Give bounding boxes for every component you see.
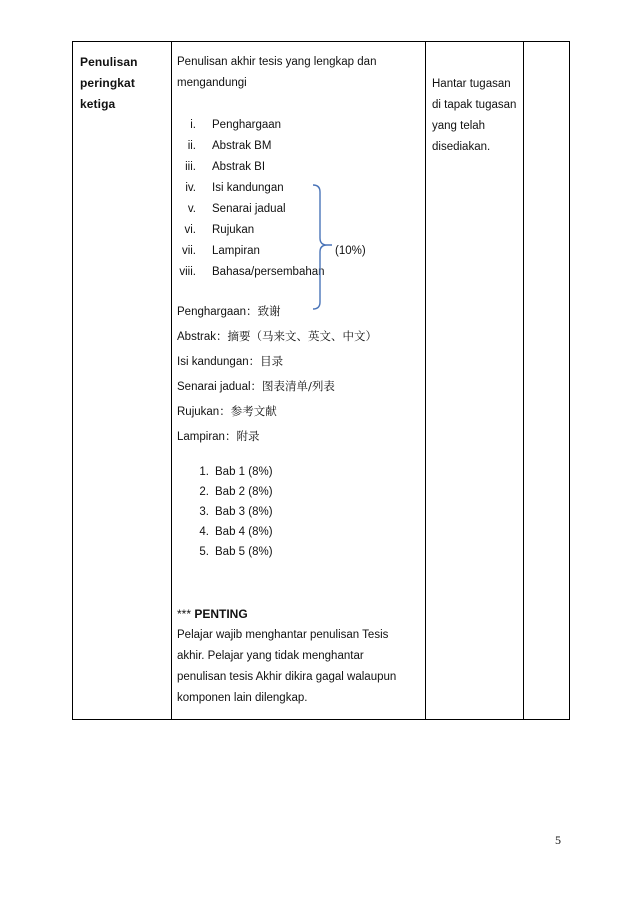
chapter-list bbox=[177, 462, 422, 562]
item-text: Bab 5 (8%) bbox=[215, 546, 273, 558]
item-text: Bab 4 (8%) bbox=[215, 526, 273, 538]
item-text: Abstrak BM bbox=[212, 140, 272, 152]
roman-list bbox=[177, 115, 422, 283]
term: Senarai jadual： bbox=[177, 381, 263, 393]
stage-line: ketiga bbox=[80, 97, 116, 111]
translation-row bbox=[177, 374, 422, 399]
term: Penghargaan： bbox=[177, 306, 258, 318]
intro-line: mengandungi bbox=[177, 77, 247, 89]
term-translation: 致谢 bbox=[257, 304, 281, 318]
term: Lampiran： bbox=[177, 431, 237, 443]
important-line: komponen lain dilengkap. bbox=[177, 692, 308, 704]
item-number: 1. bbox=[199, 466, 209, 478]
important-heading bbox=[177, 604, 422, 625]
item-number: 5. bbox=[199, 546, 209, 558]
item-number: 2. bbox=[199, 486, 209, 498]
submission-line: disediakan. bbox=[432, 141, 491, 153]
item-number: iii. bbox=[185, 161, 196, 173]
column-divider bbox=[171, 42, 172, 719]
term: Isi kandungan： bbox=[177, 356, 261, 368]
term: Abstrak： bbox=[177, 331, 228, 343]
translation-row bbox=[177, 324, 422, 349]
list-item bbox=[177, 157, 422, 178]
list-item bbox=[177, 136, 422, 157]
submission-line: di tapak tugasan bbox=[432, 99, 517, 111]
column-divider bbox=[523, 42, 524, 719]
item-number: vi. bbox=[184, 224, 196, 236]
list-item bbox=[177, 482, 422, 502]
important-line: penulisan tesis Akhir dikira gagal walaupun bbox=[177, 671, 397, 683]
list-item bbox=[177, 522, 422, 542]
term: Rujukan： bbox=[177, 406, 231, 418]
important-line: Pelajar wajib menghantar penulisan Tesis bbox=[177, 629, 389, 641]
important-note bbox=[177, 604, 422, 709]
item-number: ii. bbox=[187, 140, 196, 152]
list-item bbox=[177, 542, 422, 562]
weight-percent: (10%) bbox=[335, 245, 366, 257]
translation-row bbox=[177, 399, 422, 424]
item-text: Lampiran bbox=[212, 245, 260, 257]
item-number: 3. bbox=[199, 506, 209, 518]
item-text: Bab 2 (8%) bbox=[215, 486, 273, 498]
translation-row bbox=[177, 299, 422, 324]
item-text: Rujukan bbox=[212, 224, 255, 236]
list-item bbox=[177, 241, 422, 262]
page-number: 5 bbox=[555, 833, 561, 847]
term-translation: 目录 bbox=[260, 354, 284, 368]
list-item bbox=[177, 462, 422, 482]
list-item bbox=[177, 502, 422, 522]
content-cell bbox=[177, 52, 422, 704]
item-number: viii. bbox=[179, 266, 196, 278]
column-divider bbox=[425, 42, 426, 719]
item-text: Bab 3 (8%) bbox=[215, 506, 273, 518]
intro-text bbox=[177, 52, 422, 94]
term-translation: 图表清单/列表 bbox=[262, 379, 335, 393]
list-item bbox=[177, 220, 422, 241]
item-text: Bahasa/persembahan bbox=[212, 266, 325, 278]
submission-line: Hantar tugasan bbox=[432, 78, 511, 90]
stage-line: peringkat bbox=[80, 76, 135, 90]
stage-line: Penulisan bbox=[80, 55, 138, 69]
item-text: Abstrak BI bbox=[212, 161, 266, 173]
list-item bbox=[177, 178, 422, 199]
brace-icon bbox=[311, 184, 333, 310]
term-translation: 摘要（马来文、英文、中文） bbox=[227, 329, 377, 343]
term-translations bbox=[177, 299, 422, 449]
important-label: PENTING bbox=[194, 607, 248, 621]
item-text: Isi kandungan bbox=[212, 182, 284, 194]
submission-line: yang telah bbox=[432, 120, 486, 132]
item-text: Penghargaan bbox=[212, 119, 282, 131]
list-item bbox=[177, 199, 422, 220]
stage-cell bbox=[80, 52, 166, 115]
item-number: 4. bbox=[199, 526, 209, 538]
item-number: vii. bbox=[181, 245, 196, 257]
translation-row bbox=[177, 349, 422, 374]
item-number: v. bbox=[187, 203, 196, 215]
term-translation: 附录 bbox=[236, 429, 260, 443]
assessment-table bbox=[72, 41, 570, 720]
item-number: iv. bbox=[185, 182, 196, 194]
term-translation: 参考文献 bbox=[230, 404, 277, 418]
important-line: akhir. Pelajar yang tidak menghantar bbox=[177, 650, 364, 662]
list-item bbox=[177, 115, 422, 136]
item-number: i. bbox=[190, 119, 196, 131]
translation-row bbox=[177, 424, 422, 449]
list-item bbox=[177, 262, 422, 283]
intro-line: Penulisan akhir tesis yang lengkap dan bbox=[177, 56, 377, 68]
important-prefix: *** bbox=[177, 607, 195, 621]
submission-cell bbox=[432, 74, 522, 158]
item-text: Bab 1 (8%) bbox=[215, 466, 273, 478]
item-text: Senarai jadual bbox=[212, 203, 286, 215]
